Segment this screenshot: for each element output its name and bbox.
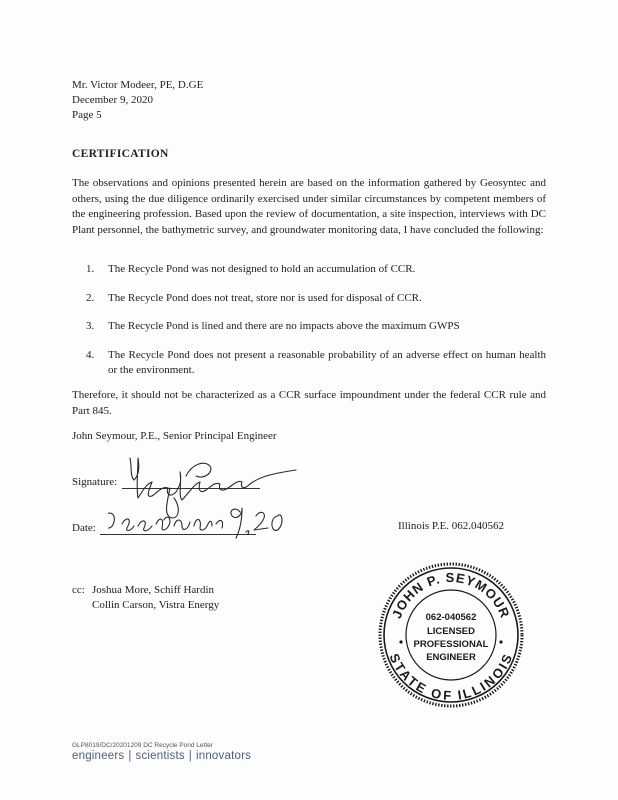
company-tagline: engineers | scientists | innovators (72, 750, 252, 762)
letter-header (72, 78, 203, 123)
list-number: 1. (86, 263, 95, 275)
list-item (86, 348, 546, 379)
recipient-name: Mr. Victor Modeer, PE, D.GE (72, 79, 204, 91)
file-reference: GLP8019/DC/20201209 DC Recycle Pond Letter (72, 742, 213, 749)
list-number: 3. (86, 320, 95, 332)
section-heading: CERTIFICATION (72, 148, 169, 160)
seal-number: 062-040562 (425, 612, 477, 623)
cc-recipient: Collin Carson, Vistra Energy (92, 599, 220, 611)
seal-line-licensed: LICENSED (426, 626, 476, 637)
cc-recipients (92, 583, 219, 613)
cc-label: cc: (72, 584, 85, 596)
list-text: The Recycle Pond does not treat, store nor is used for disposal of CCR. (108, 291, 422, 304)
list-text: The Recycle Pond does not present a reasonable probability of an adverse effect on human health or the environment. (108, 348, 546, 376)
conclusion-paragraph: Therefore, it should not be characterized as a CCR surface impoundment under the federal CCR rule and Part 845. (72, 389, 546, 417)
list-item (86, 319, 546, 335)
seal-name-text: JOHN P. SEYMOUR (389, 569, 513, 621)
list-text: The Recycle Pond was not designed to hold an accumulation of CCR. (108, 263, 416, 275)
list-item (86, 262, 546, 278)
author-line: John Seymour, P.E., Senior Principal Engineer (72, 430, 277, 442)
intro-paragraph: The observations and opinions presented herein are based on the information gathered by Geosyntec and others, using the due diligence ordinarily exercised under similar circumstances by competent members of the engineering profession. Based upon the review of documentation, a site inspection, interviews with DC Plant personnel, the bathymetric survey, and groundwater monitoring data, I have concluded the following: (72, 177, 546, 236)
professional-engineer-seal (378, 562, 524, 708)
tagline-word: innovators (195, 750, 252, 762)
license-number: Illinois P.E. 062.040562 (398, 520, 505, 532)
findings-list (86, 262, 546, 392)
date-label: Date: (72, 522, 96, 534)
page-number: Page 5 (72, 109, 102, 121)
seal-line-professional: PROFESSIONAL (413, 639, 489, 650)
letter-date: December 9, 2020 (72, 94, 153, 106)
cc-recipient: Joshua More, Schiff Hardin (92, 584, 214, 596)
tagline-word: engineers (72, 750, 125, 762)
list-text: The Recycle Pond is lined and there are no impacts above the maximum GWPS (108, 320, 460, 332)
list-number: 4. (86, 348, 95, 361)
tagline-word: scientists (135, 750, 185, 762)
handwritten-signature (108, 446, 308, 556)
seal-line-engineer: ENGINEER (426, 652, 476, 663)
list-item (86, 291, 546, 307)
list-number: 2. (86, 291, 95, 304)
seal-state-text: STATE OF ILLINOIS (386, 651, 516, 703)
signature-label: Signature: (72, 476, 118, 488)
